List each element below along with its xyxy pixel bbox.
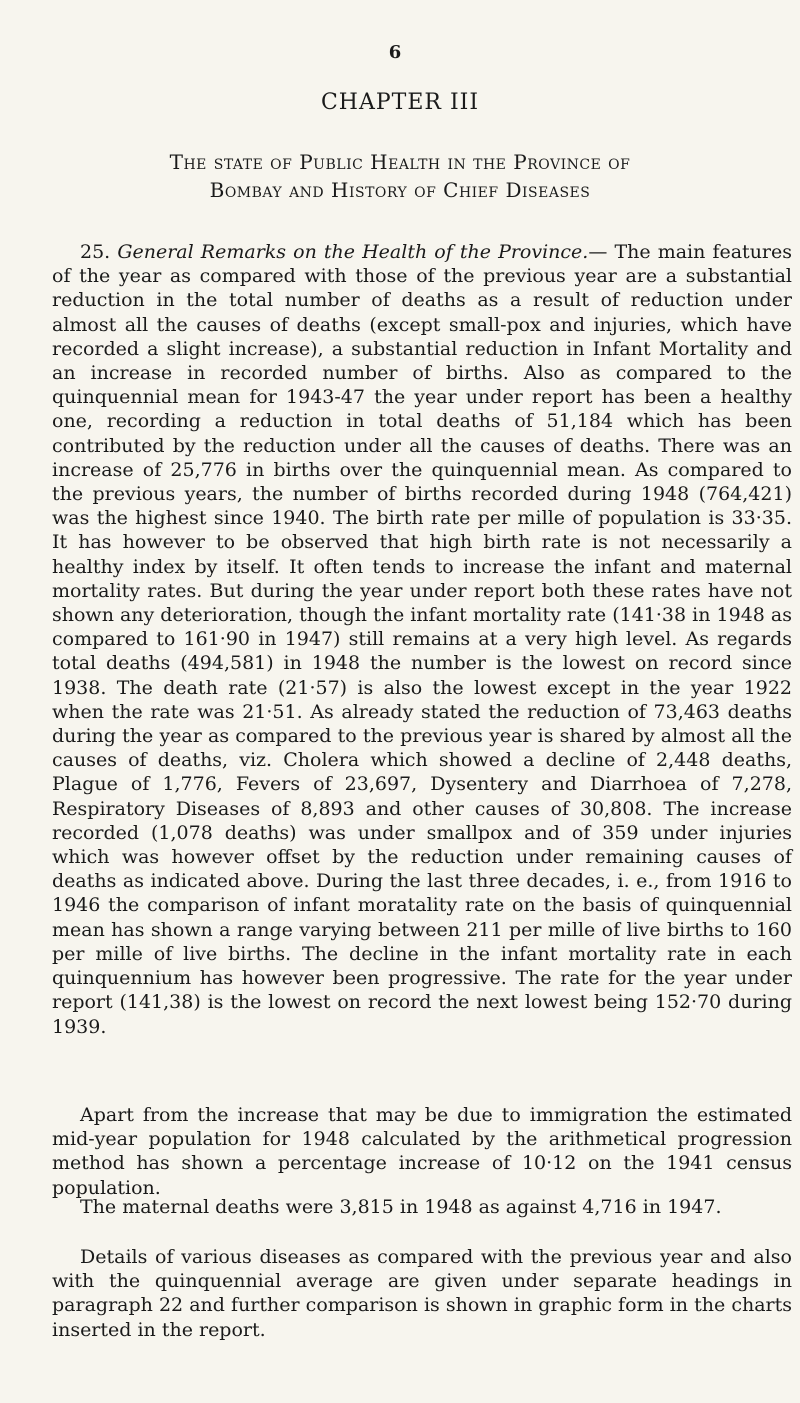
paragraph-details: Details of various diseases as compared with the previous year and also with the quinquennial average are given under separate headings in paragraph 22 and further comparison is shown in graphic form in the charts inserted in the report. [52,1246,792,1341]
paragraph-maternal-deaths: The maternal deaths were 3,815 in 1948 as against 4,716 in 1947. [80,1196,722,1218]
chapter-title-line-2: Bombay and History of Chief Diseases [209,178,591,202]
paragraph-body: — The main features of the year as compared with those of the previous year are a substantial reduction in the total number of deaths as a result of reduction under almost all the causes of deaths (except small-pox and injuries, which have recorded a slight increase), a substantial reduction in Infant Mortality and an increase in recorded number of births. Also as compared to the quinquennial mean for 1943-47 the year under report has been a healthy one, recording a reduction in total deaths of 51,184 which has been contributed by the reduction under all the causes of deaths. There was an increase of 25,776 in births over the quinquennial mean. As compared to the previous years, the number of births recorded during 1948 (764,421) was the highest since 1940. The birth rate per mille of population is 33·35. It has however to be observed that high birth rate is not necessarily a healthy index by itself. It often tends to increase the infant and maternal mortality rates. But during the year under report both these rates have not shown any deterioration, though the infant mortality rate (141·38 in 1948 as compared to 161·90 in 1947) still remains at a very high level. As regards total deaths (494,581) in 1948 the number is the lowest on record since 1938. The death rate (21·57) is also the lowest except in the year 1922 when the rate was 21·51. As already stated the reduction of 73,463 deaths during the year as compared to the previous year is shared by almost all the causes of deaths, viz. Cholera which showed a decline of 2,448 deaths, Plague of 1,776, Fevers of 23,697, Dysentery and Diarrhoea of 7,278, Respiratory Diseases of 8,893 and other causes of 30,808. The increase recorded (1,078 deaths) was under smallpox and of 359 under injuries which was however offset by the reduction under remaining causes of deaths as indicated above. During the last three decades, i. e., from 1916 to 1946 the comparison of infant moratality rate on the basis of quinquennial mean has shown a range varying between 211 per mille of live births to 160 per mille of live births. The decline in the infant mortality rate in each quinquennium has however been progressive. The rate for the year under report (141,38) is the lowest on record the next lowest being 152·70 during 1939. [52,241,793,1038]
paragraph-25 [52,240,792,1039]
chapter-title-line-1: The state of Public Health in the Province of [169,150,631,174]
page-number: 6 [388,42,402,63]
chapter-title [0,148,800,204]
paragraph-number: 25. [80,241,111,263]
paragraph-heading: General Remarks on the Health of the Province. [117,241,589,263]
chapter-heading: CHAPTER III [320,90,480,115]
paragraph-population: Apart from the increase that may be due to immigration the estimated mid-year population for 1948 calculated by the arithmetical progression method has shown a percentage increase of 10·12 on the 1941 census population. [52,1104,792,1199]
